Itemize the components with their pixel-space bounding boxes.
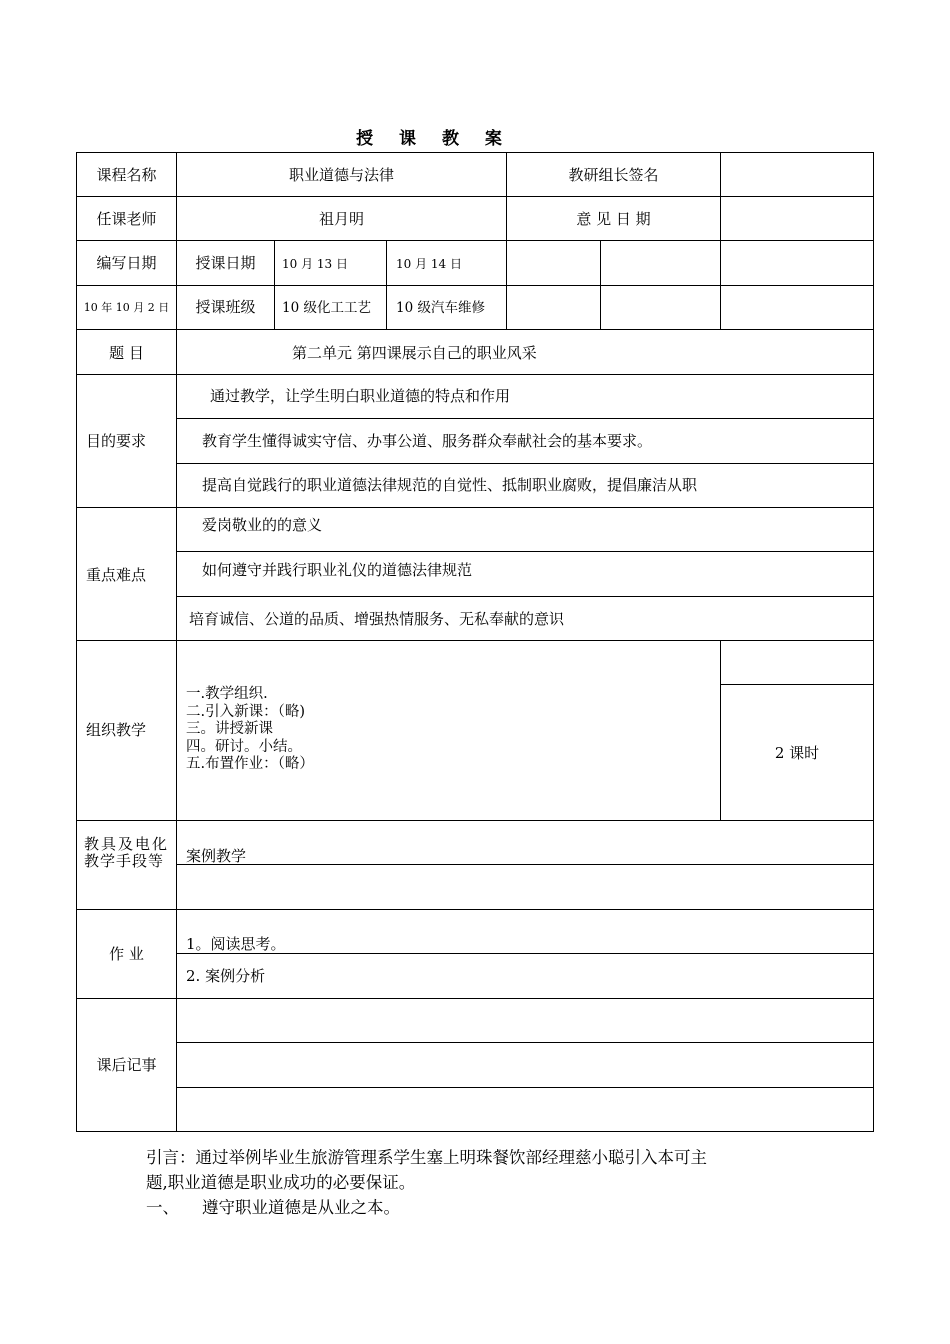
table-rule <box>176 1042 874 1043</box>
table-rule <box>76 374 874 375</box>
leader-sign-cell <box>721 153 873 196</box>
table-rule <box>386 240 387 329</box>
key-point-item: 培育诚信、公道的品质、增强热情服务、无私奉献的意识 <box>189 610 565 628</box>
key-point-item: 如何遵守并践行职业礼仪的道德法律规范 <box>202 561 473 579</box>
teacher-label: 任课老师 <box>96 210 157 228</box>
table-rule <box>76 329 874 330</box>
table-rule <box>720 640 721 820</box>
after-class-notes-label: 课后记事 <box>96 1056 157 1074</box>
tools-label: 教具及电化教学手段等 <box>84 835 168 870</box>
goals-label: 目的要求 <box>86 432 147 450</box>
table-border <box>873 152 874 1132</box>
table-rule <box>76 240 874 241</box>
table-rule <box>176 864 874 865</box>
teach-date-label: 授课日期 <box>195 254 256 272</box>
opinion-date-label: 意 见 日 期 <box>576 210 651 228</box>
homework-label: 作 业 <box>109 945 144 963</box>
intro-paragraph-line: 引言：通过举例毕业生旅游管理系学生塞上明珠餐饮部经理慈小聪引入本可主 <box>146 1148 707 1167</box>
table-rule <box>176 551 874 552</box>
goal-item: 通过教学，让学生明白职业道德的特点和作用 <box>210 387 511 405</box>
class-label: 授课班级 <box>195 298 256 316</box>
table-rule <box>76 998 874 999</box>
org-step: 四。研讨。小结。 <box>186 738 302 755</box>
intro-paragraph-line: 题,职业道德是职业成功的必要保证。 <box>146 1173 416 1192</box>
tools-value: 案例教学 <box>186 847 247 865</box>
table-rule <box>76 820 874 821</box>
org-step: 三。讲授新课 <box>186 721 273 737</box>
homework-item: 2. 案例分析 <box>186 967 266 985</box>
class-2: 10 级汽车维修 <box>396 300 485 316</box>
key-point-item: 爱岗敬业的的意义 <box>202 516 323 534</box>
table-rule <box>176 463 874 464</box>
topic-value: 第二单元 第四课展示自己的职业风采 <box>292 344 537 362</box>
teacher-value: 祖月明 <box>318 210 364 228</box>
table-rule <box>176 953 874 954</box>
table-rule <box>76 507 874 508</box>
org-step: 一.教学组织. <box>186 686 268 702</box>
table-rule <box>76 285 874 286</box>
table-rule <box>600 240 601 329</box>
goal-item: 教育学生懂得诚实守信、办事公道、服务群众奉献社会的基本要求。 <box>202 432 653 450</box>
table-rule <box>720 684 874 685</box>
homework-item: 1。阅读思考。 <box>186 935 286 953</box>
leader-sign-label: 教研组长签名 <box>568 166 659 184</box>
opinion-date-cell <box>721 197 873 240</box>
class-hours: 2 课时 <box>774 744 820 762</box>
section-heading: 遵守职业道德是从业之本。 <box>202 1198 400 1217</box>
table-rule <box>274 240 275 329</box>
course-name-label: 课程名称 <box>96 166 157 184</box>
table-rule <box>176 1087 874 1088</box>
org-label: 组织教学 <box>86 721 147 739</box>
topic-label: 题 目 <box>109 344 144 362</box>
table-border <box>76 1131 874 1132</box>
teach-date-1: 10 月 13 日 <box>282 257 348 271</box>
page-title: 授 课 教 案 <box>356 129 512 149</box>
write-date-value: 10 年 10 月 2 日 <box>83 301 170 314</box>
org-step: 五.布置作业：（略） <box>186 756 314 772</box>
course-name-value: 职业道德与法律 <box>288 166 394 184</box>
write-date-label: 编写日期 <box>96 254 157 272</box>
org-step: 二.引入新课：（略) <box>186 703 306 720</box>
table-rule <box>176 418 874 419</box>
org-steps <box>186 686 314 774</box>
goal-item: 提高自觉践行的职业道德法律规范的自觉性、抵制职业腐败，提倡廉洁从职 <box>202 476 698 494</box>
table-rule <box>176 596 874 597</box>
section-number: 一、 <box>146 1198 179 1217</box>
teach-date-2: 10 月 14 日 <box>396 257 462 271</box>
class-1: 10 级化工工艺 <box>282 300 371 316</box>
key-points-label: 重点难点 <box>86 566 147 584</box>
table-rule <box>76 909 874 910</box>
table-rule <box>76 640 874 641</box>
